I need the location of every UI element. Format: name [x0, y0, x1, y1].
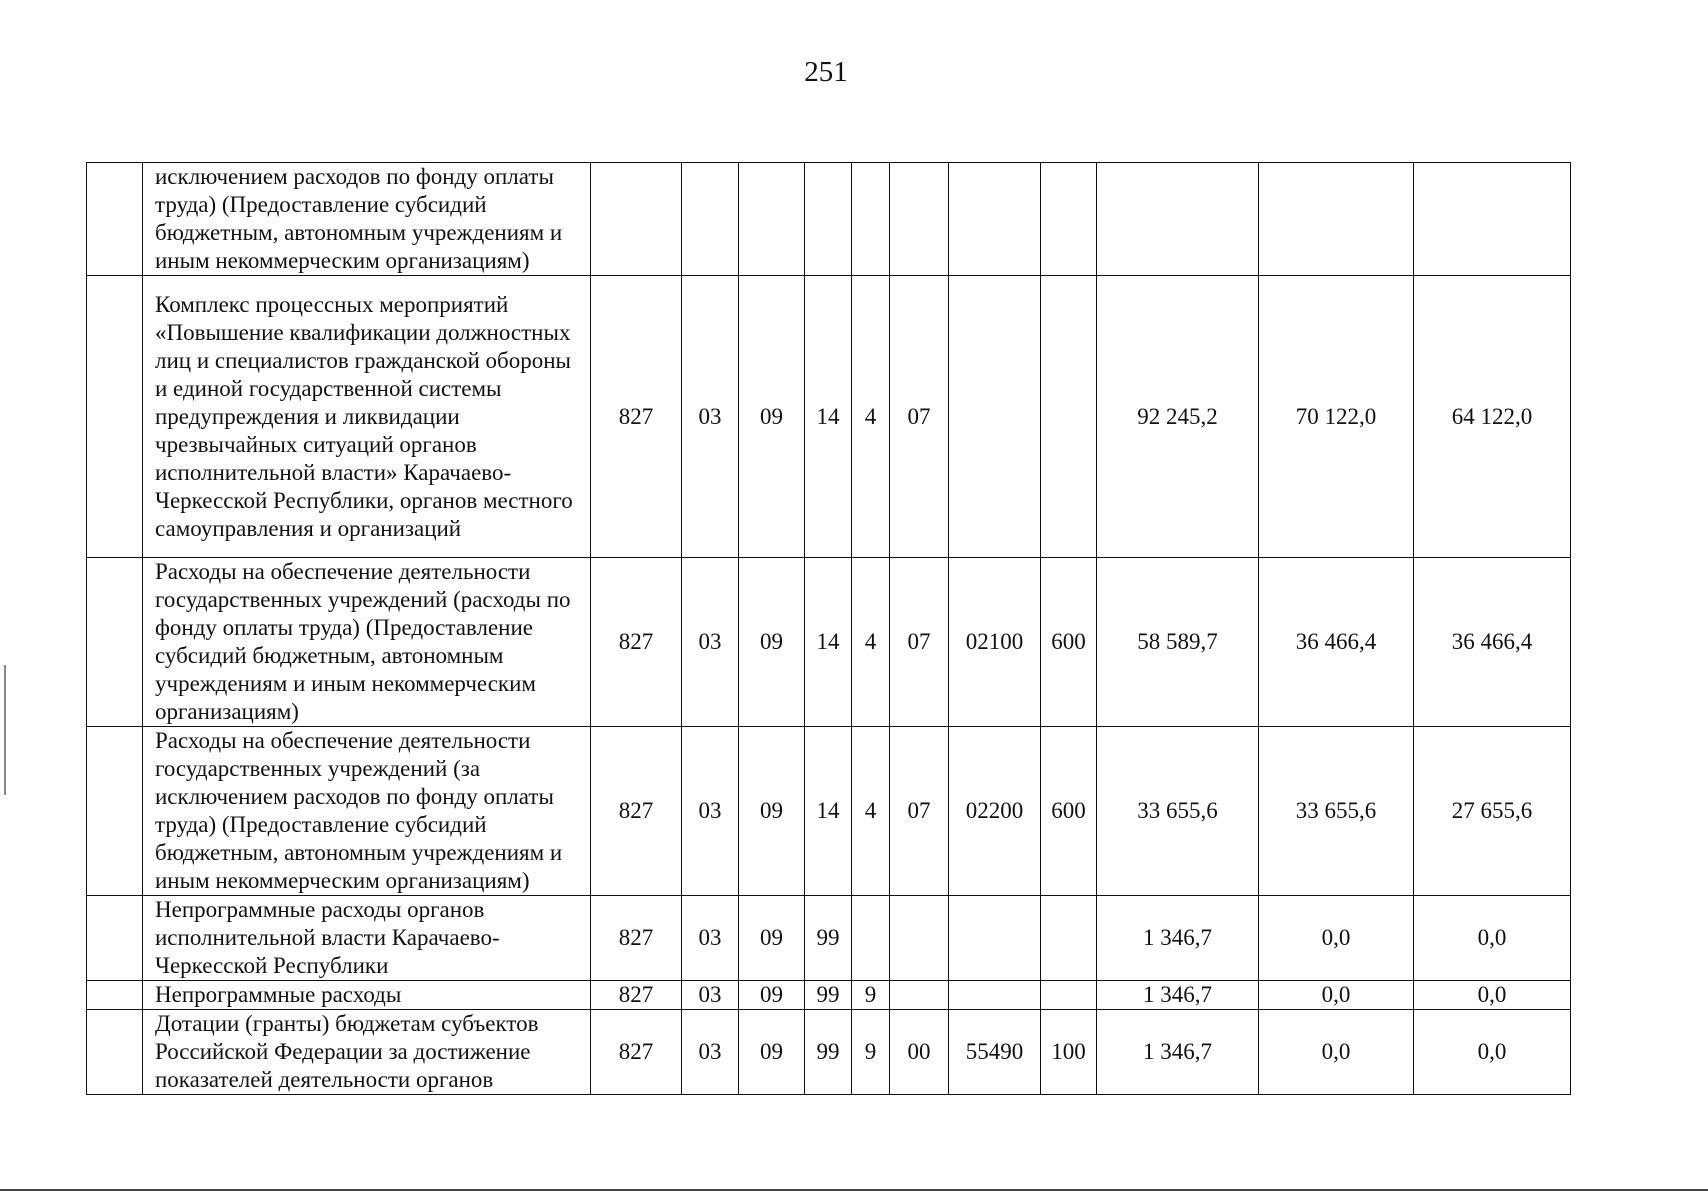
- scan-line-left: [4, 665, 6, 795]
- code-cell: 600: [1041, 558, 1097, 727]
- table-row: [87, 896, 1571, 981]
- code-cell: 03: [682, 276, 739, 558]
- item-name-cell: исключением расходов по фонду оплаты труда) (Предоставление субсидий бюджетным, автономным учреждениям и иным некоммерческим организациям): [143, 163, 591, 276]
- code-cell: 00: [890, 1010, 949, 1095]
- item-name-cell: Расходы на обеспечение деятельности государственных учреждений (за исключением расходов по фонду оплаты труда) (Предоставление субсидий бюджетным, автономным учреждениям и иным некоммерческим организациям): [143, 727, 591, 896]
- code-cell: 09: [739, 981, 805, 1010]
- row-number-cell: [87, 896, 143, 981]
- amount-cell: 0,0: [1414, 896, 1571, 981]
- code-cell: 14: [805, 558, 852, 727]
- code-cell: 07: [890, 727, 949, 896]
- item-name-cell: Комплекс процессных мероприятий «Повышение квалификации должностных лиц и специалистов гражданской обороны и единой государственной системы предупреждения и ликвидации чрезвычайных ситуаций органов исполнительной власти» Карачаево-Черкесской Республики, органов местного самоуправления и организаций: [143, 276, 591, 558]
- table-row: [87, 727, 1571, 896]
- code-cell: 827: [591, 558, 682, 727]
- code-cell: 14: [805, 727, 852, 896]
- amount-cell: 64 122,0: [1414, 276, 1571, 558]
- amount-cell: 33 655,6: [1259, 727, 1414, 896]
- code-cell: [739, 163, 805, 276]
- code-cell: 03: [682, 1010, 739, 1095]
- code-cell: 07: [890, 558, 949, 727]
- amount-cell: [1097, 163, 1259, 276]
- row-number-cell: [87, 1010, 143, 1095]
- amount-cell: 0,0: [1259, 896, 1414, 981]
- code-cell: 827: [591, 1010, 682, 1095]
- code-cell: [949, 163, 1041, 276]
- code-cell: 07: [890, 276, 949, 558]
- table-row: [87, 981, 1571, 1010]
- code-cell: 99: [805, 1010, 852, 1095]
- amount-cell: 33 655,6: [1097, 727, 1259, 896]
- code-cell: 03: [682, 727, 739, 896]
- code-cell: 09: [739, 896, 805, 981]
- row-number-cell: [87, 981, 143, 1010]
- row-number-cell: [87, 558, 143, 727]
- item-name-cell: Непрограммные расходы: [143, 981, 591, 1010]
- amount-cell: 92 245,2: [1097, 276, 1259, 558]
- code-cell: [890, 163, 949, 276]
- row-number-cell: [87, 163, 143, 276]
- amount-cell: 58 589,7: [1097, 558, 1259, 727]
- amount-cell: 0,0: [1414, 981, 1571, 1010]
- code-cell: 827: [591, 981, 682, 1010]
- amount-cell: 0,0: [1259, 981, 1414, 1010]
- item-name-cell: Расходы на обеспечение деятельности государственных учреждений (расходы по фонду оплаты труда) (Предоставление субсидий бюджетным, автономным учреждениям и иным некоммерческим организациям): [143, 558, 591, 727]
- code-cell: 02200: [949, 727, 1041, 896]
- amount-cell: 1 346,7: [1097, 981, 1259, 1010]
- code-cell: 99: [805, 896, 852, 981]
- code-cell: 03: [682, 896, 739, 981]
- amount-cell: 36 466,4: [1259, 558, 1414, 727]
- code-cell: 827: [591, 727, 682, 896]
- code-cell: 827: [591, 896, 682, 981]
- code-cell: [805, 163, 852, 276]
- code-cell: [949, 896, 1041, 981]
- code-cell: 09: [739, 1010, 805, 1095]
- code-cell: 09: [739, 276, 805, 558]
- code-cell: 827: [591, 276, 682, 558]
- code-cell: [949, 276, 1041, 558]
- code-cell: [1041, 896, 1097, 981]
- code-cell: [1041, 163, 1097, 276]
- code-cell: [852, 896, 890, 981]
- item-name-cell: Дотации (гранты) бюджетам субъектов Российской Федерации за достижение показателей деятельности органов: [143, 1010, 591, 1095]
- amount-cell: [1414, 163, 1571, 276]
- code-cell: 14: [805, 276, 852, 558]
- code-cell: 99: [805, 981, 852, 1010]
- row-number-cell: [87, 276, 143, 558]
- code-cell: [852, 163, 890, 276]
- table-body: [87, 163, 1571, 1095]
- code-cell: 03: [682, 981, 739, 1010]
- code-cell: [682, 163, 739, 276]
- code-cell: 09: [739, 558, 805, 727]
- code-cell: 9: [852, 981, 890, 1010]
- code-cell: 9: [852, 1010, 890, 1095]
- code-cell: 4: [852, 276, 890, 558]
- amount-cell: 0,0: [1414, 1010, 1571, 1095]
- code-cell: 4: [852, 727, 890, 896]
- code-cell: [949, 981, 1041, 1010]
- item-name-cell: Непрограммные расходы органов исполнительной власти Карачаево-Черкесской Республики: [143, 896, 591, 981]
- code-cell: [591, 163, 682, 276]
- table-row: [87, 276, 1571, 558]
- amount-cell: 36 466,4: [1414, 558, 1571, 727]
- code-cell: 600: [1041, 727, 1097, 896]
- code-cell: [890, 896, 949, 981]
- code-cell: 55490: [949, 1010, 1041, 1095]
- code-cell: 02100: [949, 558, 1041, 727]
- page-number: 251: [804, 56, 848, 88]
- scan-line-bottom: [0, 1189, 1708, 1191]
- table-row: [87, 1010, 1571, 1095]
- row-number-cell: [87, 727, 143, 896]
- budget-table: [86, 162, 1571, 1095]
- code-cell: 09: [739, 727, 805, 896]
- code-cell: 03: [682, 558, 739, 727]
- code-cell: [890, 981, 949, 1010]
- amount-cell: 1 346,7: [1097, 1010, 1259, 1095]
- amount-cell: [1259, 163, 1414, 276]
- amount-cell: 27 655,6: [1414, 727, 1571, 896]
- amount-cell: 70 122,0: [1259, 276, 1414, 558]
- code-cell: 4: [852, 558, 890, 727]
- code-cell: [1041, 276, 1097, 558]
- amount-cell: 0,0: [1259, 1010, 1414, 1095]
- amount-cell: 1 346,7: [1097, 896, 1259, 981]
- code-cell: 100: [1041, 1010, 1097, 1095]
- code-cell: [1041, 981, 1097, 1010]
- table-row: [87, 163, 1571, 276]
- table-row: [87, 558, 1571, 727]
